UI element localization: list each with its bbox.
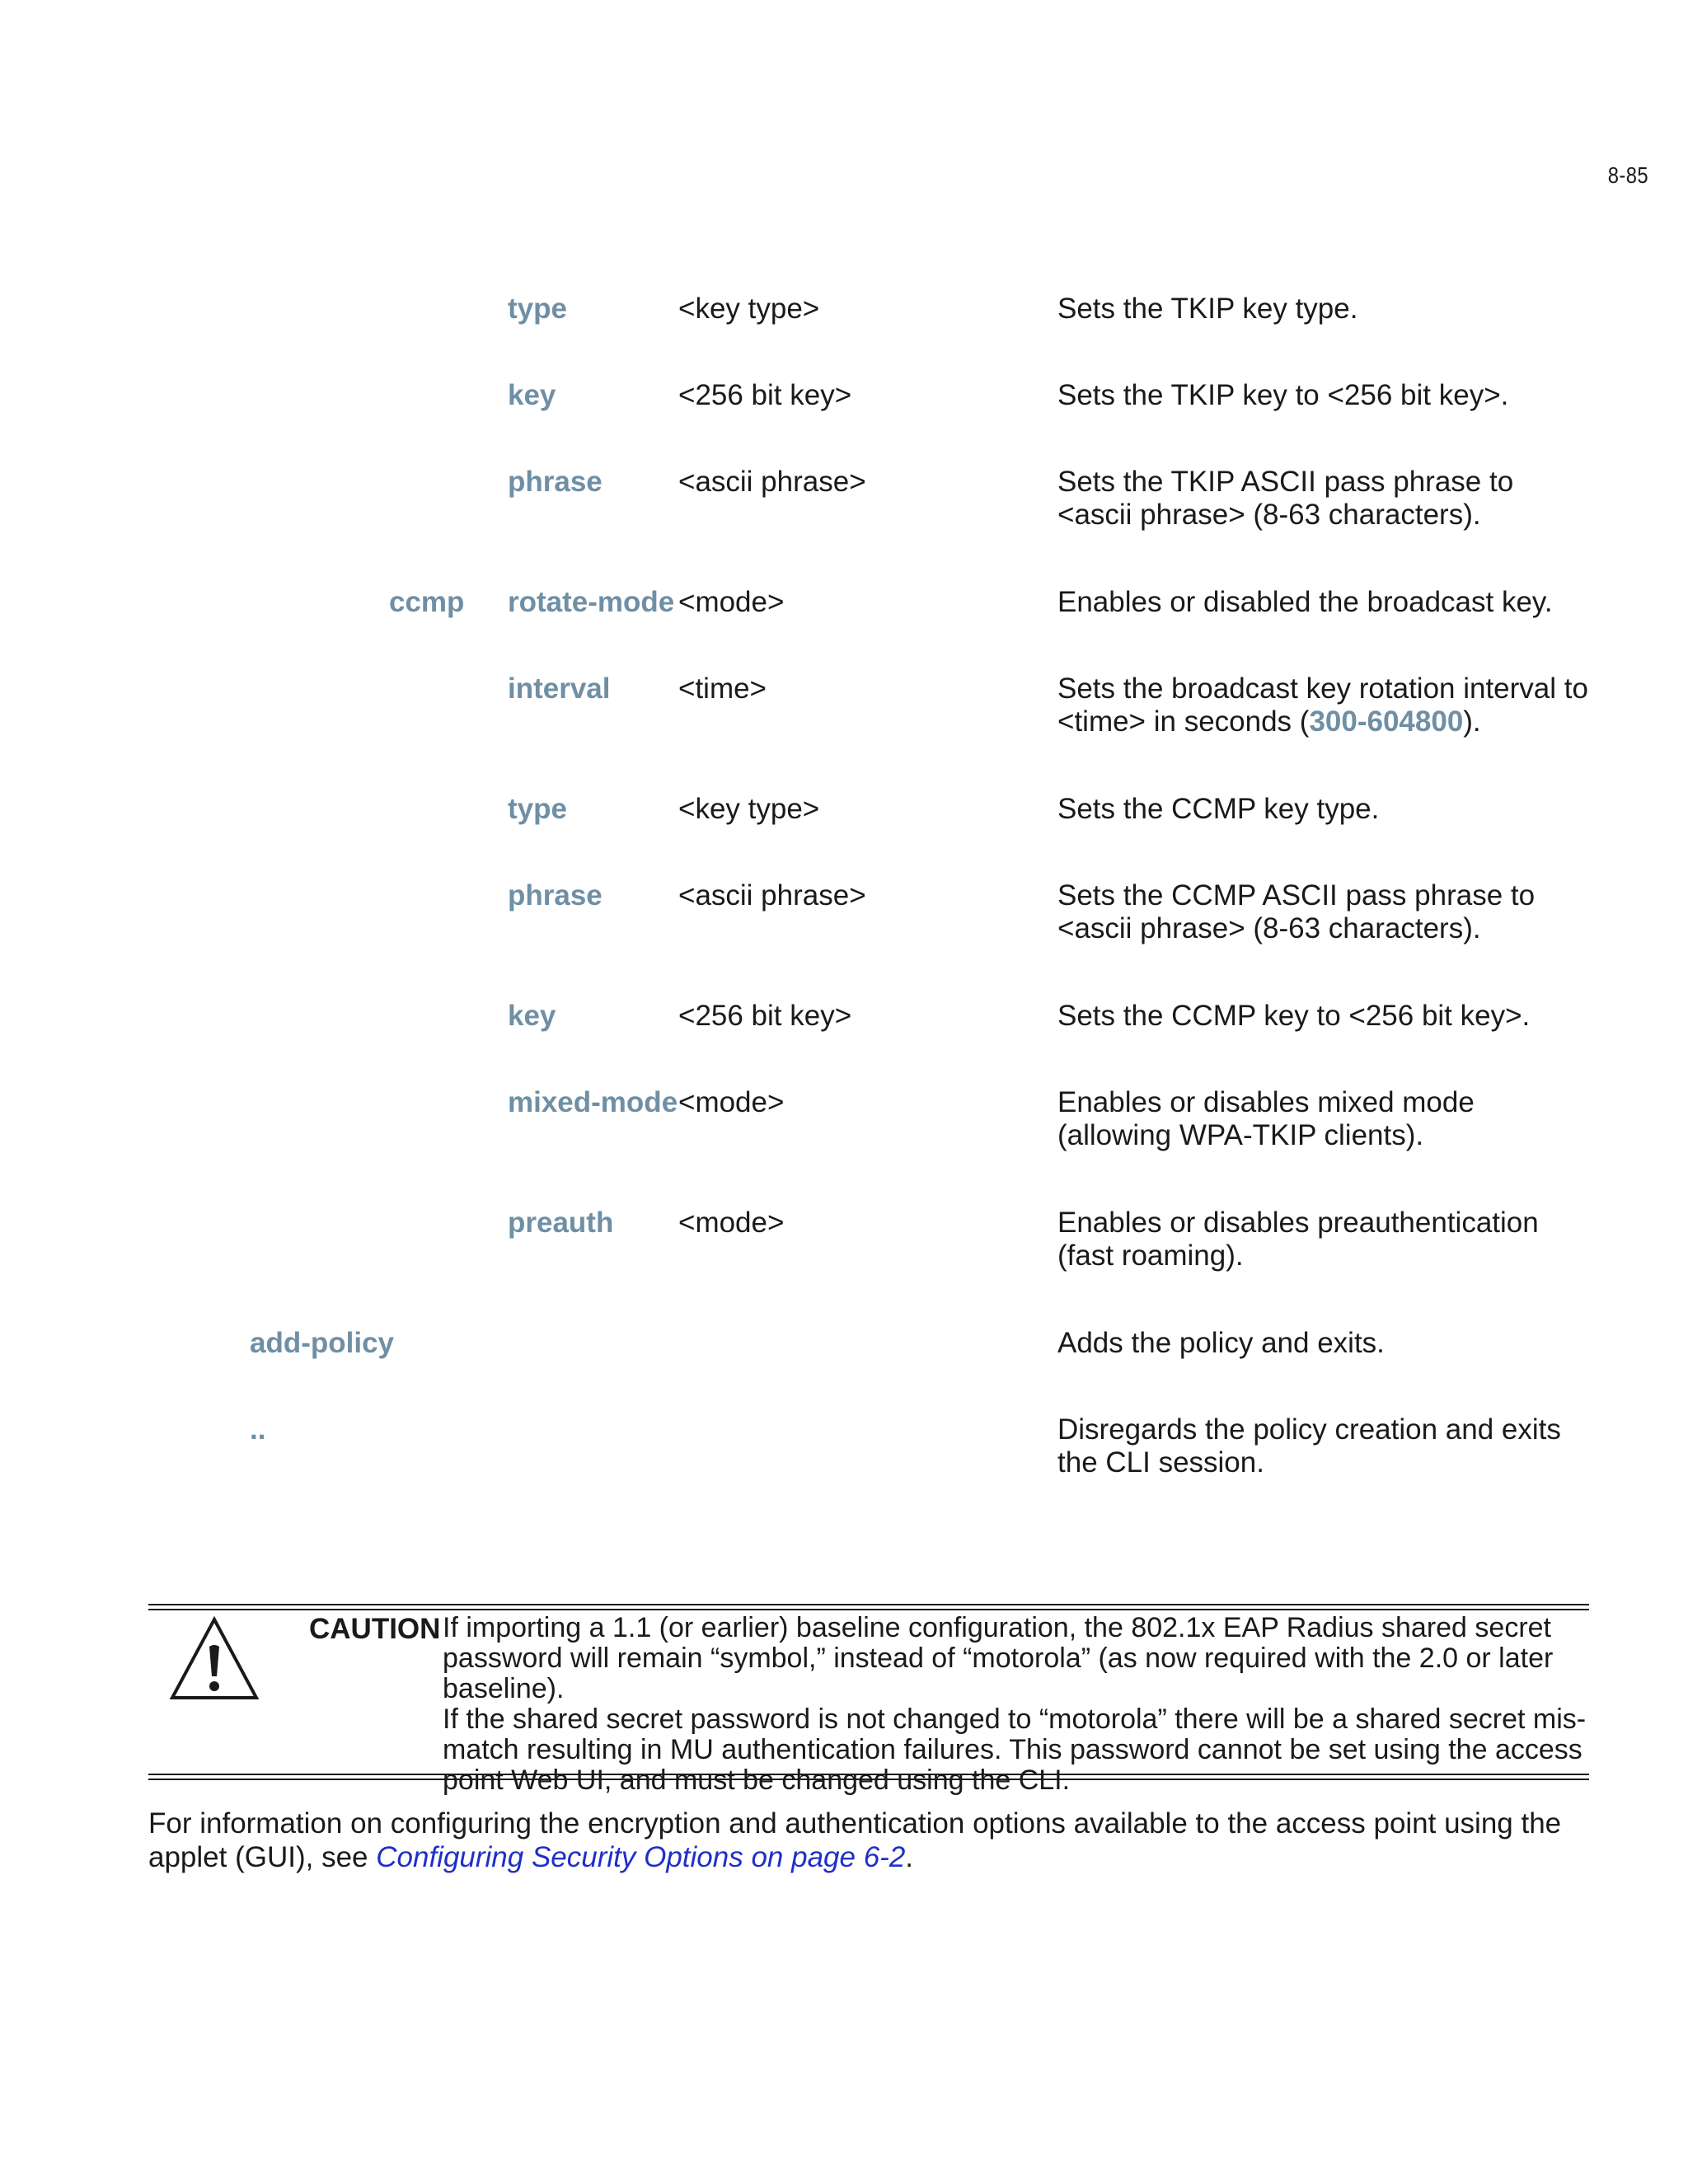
param-value: <256 bit key> [678,379,852,411]
reference-text-end: . [905,1841,914,1873]
command-keyword: add-policy [250,1327,395,1359]
param-keyword: type [508,293,567,325]
param-keyword: preauth [508,1207,614,1239]
param-description [1057,673,1593,738]
cross-reference-link[interactable]: Configuring Security Options on page 6-2 [376,1841,906,1873]
param-value: <key type> [678,293,820,325]
caution-bottom-rule-inner [148,1774,1589,1775]
param-description: Sets the TKIP ASCII pass phrase to <ascii phrase> (8-63 characters). [1057,466,1514,531]
param-description: Enables or disabled the broadcast key. [1057,586,1553,618]
param-keyword: key [508,379,556,411]
param-description: Adds the policy and exits. [1057,1327,1385,1359]
caution-label: CAUTION [309,1613,441,1645]
caution-paragraph-1: If importing a 1.1 (or earlier) baseline configuration, the 802.1x EAP Radius shared secret password will remain “symbol,” instead of “motorola” (as now required with the 2.0 or later baseline). [443,1612,1554,1704]
param-value: <time> [678,673,767,705]
description-text: Sets the broadcast key rotation interval to <time> in seconds ( [1057,673,1588,738]
param-description: Sets the CCMP key type. [1057,793,1380,825]
param-description: Sets the TKIP key type. [1057,293,1358,325]
range-value: 300-604800 [1309,705,1464,738]
param-value: <ascii phrase> [678,466,866,498]
caution-text [443,1613,1588,1796]
command-keyword: .. [250,1413,266,1446]
caution-top-rule-inner [148,1609,1589,1610]
param-value: <mode> [678,1086,785,1118]
param-description: Sets the CCMP key to <256 bit key>. [1057,1000,1531,1032]
param-keyword: rotate-mode [508,586,675,618]
param-keyword: key [508,1000,556,1032]
param-description: Sets the TKIP key to <256 bit key>. [1057,379,1509,411]
param-keyword: interval [508,673,611,705]
param-keyword: type [508,793,567,825]
param-description: Enables or disables preauthentication (fast roaming). [1057,1207,1539,1272]
reference-text: For information on configuring the encryption and authentication options available to the access point using the applet (GUI), see [148,1807,1562,1873]
param-value: <key type> [678,793,820,825]
caution-paragraph-2: If the shared secret password is not changed to “motorola” there will be a shared secret mis-match resulting in MU authentication failures. This password cannot be set using the access point Web UI, and must be changed using the CLI. [443,1704,1587,1796]
caution-top-rule [148,1604,1589,1605]
page-number: 8-85 [1607,162,1648,188]
param-value: <mode> [678,1207,785,1239]
param-description: Sets the CCMP ASCII pass phrase to <ascii phrase> (8-63 characters). [1057,879,1536,944]
param-value: <ascii phrase> [678,879,866,912]
reference-paragraph [148,1807,1599,1874]
param-keyword: phrase [508,879,603,912]
param-value: <256 bit key> [678,1000,852,1032]
param-group: ccmp [389,586,465,618]
param-value: <mode> [678,586,785,618]
param-keyword: mixed-mode [508,1086,678,1118]
param-description: Enables or disables mixed mode (allowing WPA-TKIP clients). [1057,1086,1475,1151]
param-description: Disregards the policy creation and exits the CLI session. [1057,1413,1561,1479]
caution-bottom-rule [148,1779,1589,1780]
description-text-end: ). [1463,705,1481,738]
param-keyword: phrase [508,466,603,498]
warning-triangle-icon [169,1615,260,1702]
